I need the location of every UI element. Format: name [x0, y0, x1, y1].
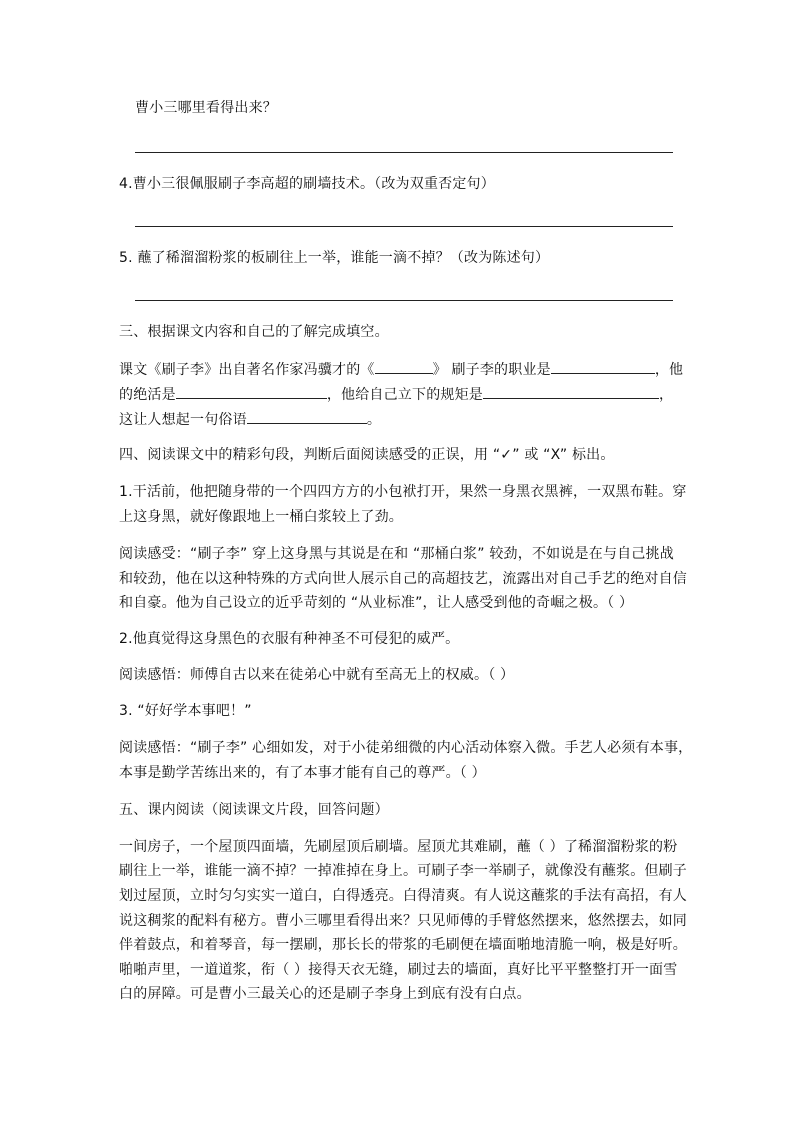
fill-blank[interactable] — [176, 384, 327, 399]
fill-text: 》 刷子李的职业是 — [432, 362, 551, 378]
fill-text: ， — [659, 387, 674, 403]
section-5-heading: 五、课内阅读（阅读课文片段，回答问题） — [119, 802, 389, 818]
item-2: 2.他真觉得这身黑色的衣服有种神圣不可侵犯的威严。 — [119, 631, 460, 647]
feeling-2: 阅读感悟：师傅自古以来在徒弟心中就有至高无上的权威。（ ） — [119, 667, 515, 683]
passage-line: 划过屋顶，立时匀匀实实一道白，白得透亮。白得清爽。有人说这蘸浆的手法有高招，有人 — [119, 888, 687, 904]
fill-blank[interactable] — [247, 409, 367, 424]
passage-line: 伴着鼓点，和着琴音，每一摆刷，那长长的带浆的毛刷便在墙面啪地清脆一响，极是好听。 — [119, 937, 687, 953]
fill-text: 课文《刷子李》出自著名作家冯骥才的《 — [119, 362, 375, 378]
fill-text: 。 — [366, 412, 382, 428]
answer-line — [135, 300, 673, 301]
feeling-3-line: 阅读感悟：“刷子李” 心细如发，对于小徒弟细微的内心活动体察入微。手艺人必须有本事， — [119, 740, 693, 756]
fill-text: ，他给自己立下的规矩是 — [326, 387, 484, 403]
passage-line: 刷往上一举，谁能一滴不掉？一掉准掉在身上。可刷子李一举刷子，就像没有蘸浆。但刷子 — [119, 863, 687, 879]
passage-line: 一间房子，一个屋顶四面墙，先刷屋顶后刷墙。屋顶尤其难刷，蘸（ ）了稀溜溜粉浆的粉 — [119, 839, 678, 855]
item-3: 3. “好好学本事吧！” — [119, 703, 252, 719]
fill-blank-line-2 — [119, 384, 679, 405]
question-5: 5. 蘸了稀溜溜粉浆的板刷往上一举，谁能一滴不掉？（改为陈述句） — [119, 250, 550, 266]
passage-line: 啪啪声里，一道道浆，衔（ ）接得天衣无缝，刷过去的墙面，真好比平平整整打开一面雪 — [119, 962, 678, 978]
feeling-1-line: 阅读感受：“刷子李” 穿上这身黑与其说是在和 “那桶白浆” 较劲，不如说是在与自己挑战 — [119, 546, 674, 562]
fill-text: 的绝活是 — [119, 387, 176, 403]
fill-blank-line-3 — [119, 409, 679, 430]
passage-line: 说这稠浆的配料有秘方。曹小三哪里看得出来？只见师傅的手臂悠然摆来，悠然摆去，如同 — [119, 913, 687, 929]
fill-text: 这让人想起一句俗语 — [119, 412, 247, 428]
passage-line: 白的屏障。可是曹小三最关心的还是刷子李身上到底有没有白点。 — [119, 986, 531, 1002]
question-4: 4.曹小三很佩服刷子李高超的刷墙技术。（改为双重否定句） — [119, 176, 495, 192]
fill-blank-line-1 — [119, 359, 684, 380]
feeling-1-line: 和较劲，他在以这种特殊的方式向世人展示自己的高超技艺，流露出对自己手艺的绝对自信 — [119, 571, 687, 587]
answer-line — [135, 152, 673, 153]
fill-blank[interactable] — [551, 359, 655, 374]
fill-blank[interactable] — [375, 359, 433, 374]
answer-line — [135, 226, 673, 227]
feeling-3-line: 本事是勤学苦练出来的，有了本事才能有自己的尊严。（ ） — [119, 765, 486, 781]
section-4-heading: 四、阅读课文中的精彩句段，判断后面阅读感受的正误，用 “✓” 或 “X” 标出。 — [119, 447, 615, 463]
item-1-line: 1.干活前，他把随身带的一个四四方方的小包袱打开，果然一身黑衣黑裤，一双黑布鞋。穿 — [119, 484, 687, 500]
fill-text: ，他 — [654, 362, 684, 378]
fill-blank[interactable] — [483, 384, 659, 399]
item-1-line: 上这身黑，就好像跟地上一桶白浆较上了劲。 — [119, 509, 403, 525]
section-3-heading: 三、根据课文内容和自己的了解完成填空。 — [119, 324, 389, 340]
feeling-1-line: 和自豪。他为自己设立的近乎苛刻的 “从业标准”，让人感受到他的奇崛之极。（ ） — [119, 595, 634, 611]
question-continued: 曹小三哪里看得出来？ — [135, 100, 277, 116]
